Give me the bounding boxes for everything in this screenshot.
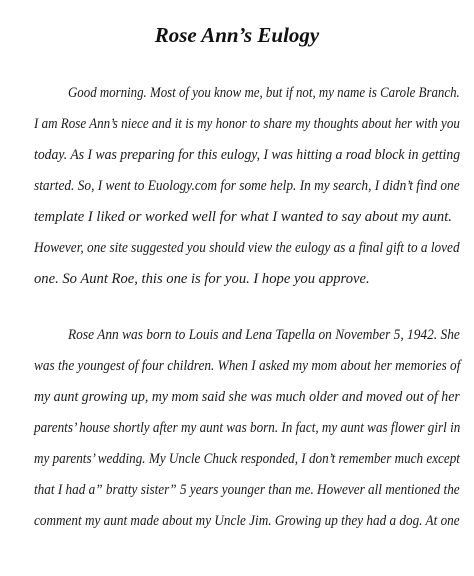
paragraph-line: was the youngest of four children. When I asked my mom about her memories of xyxy=(34,358,461,374)
paragraph-line: parents’ house shortly after my aunt was born. In fact, my aunt was flower girl in xyxy=(34,420,461,436)
paragraph-line: template I liked or worked well for what I wanted to say about my aunt. xyxy=(34,209,452,225)
paragraph-line: However, one site suggested you should view the eulogy as a final gift to a loved xyxy=(34,240,460,256)
paragraph-line: comment my aunt made about my Uncle Jim. Growing up they had a dog. At one xyxy=(34,513,460,529)
paragraph-line: Rose Ann was born to Louis and Lena Tapella on November 5, 1942. She xyxy=(68,327,460,343)
paragraph-line: one. So Aunt Roe, this one is for you. I hope you approve. xyxy=(34,271,370,287)
paragraph-line: I am Rose Ann’s niece and it is my honor to share my thoughts about her with you xyxy=(34,116,460,132)
paragraph-line: that I had a” bratty sister” 5 years younger than me. However all mentioned the xyxy=(34,482,460,498)
paragraph-line: Good morning. Most of you know me, but if not, my name is Carole Branch. xyxy=(68,85,460,101)
paragraph-line: my parents’ wedding. My Uncle Chuck responded, I don’t remember much except xyxy=(34,451,460,467)
paragraph-line: my aunt growing up, my mom said she was much older and moved out of her xyxy=(34,389,460,405)
paragraph-line: started. So, I went to Euology.com for some help. In my search, I didn’t find one xyxy=(34,178,460,194)
paragraph-line: today. As I was preparing for this eulogy, I was hitting a road block in getting xyxy=(34,147,461,163)
document-title: Rose Ann’s Eulogy xyxy=(154,23,320,47)
